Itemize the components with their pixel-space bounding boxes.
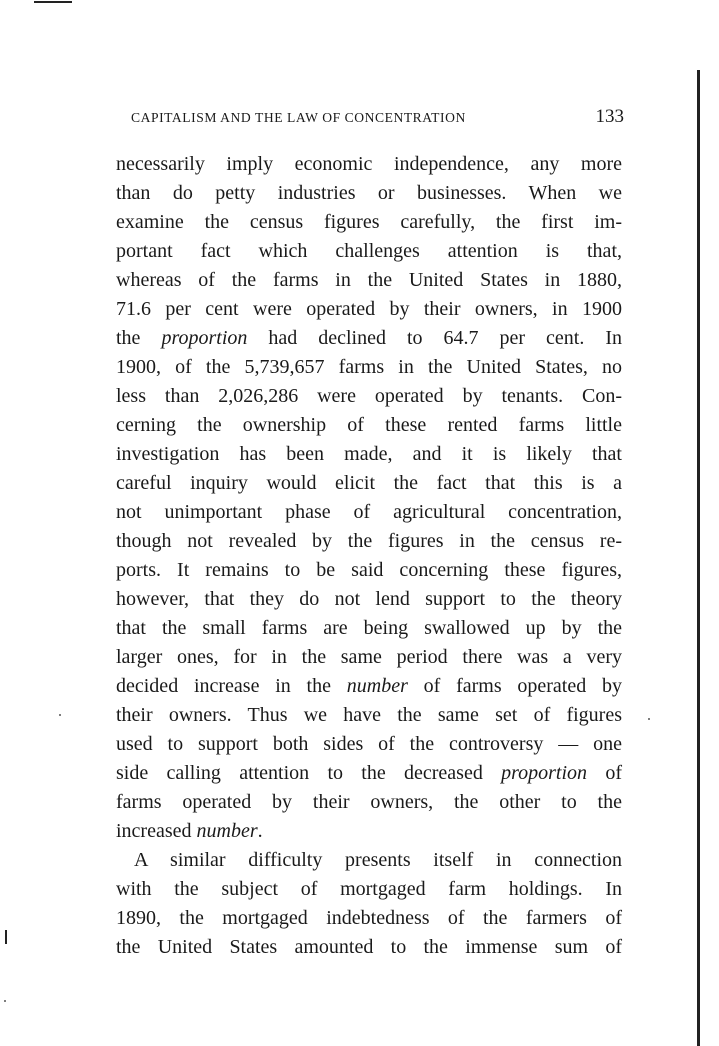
page-number: 133 xyxy=(595,106,624,127)
emphasis: proportion xyxy=(161,327,248,349)
text-line: investigation has been made, and it is likely that xyxy=(116,443,622,465)
emphasis: number xyxy=(196,820,258,842)
text-line: increased number. xyxy=(116,820,263,842)
text-line: the proportion had declined to 64.7 per cent. In xyxy=(116,327,623,349)
emphasis: proportion xyxy=(501,762,588,784)
text-line: not unimportant phase of agricultural concentration, xyxy=(116,501,622,523)
text-line: the United States amounted to the immense sum of xyxy=(116,936,622,958)
text-line: that the small farms are being swallowed up by the xyxy=(116,617,622,639)
text-line: cerning the ownership of these rented farms little xyxy=(116,414,622,436)
text-line: used to support both sides of the controversy — one xyxy=(116,733,622,755)
text-line: 1900, of the 5,739,657 farms in the United States, no xyxy=(116,356,622,378)
text-line: 71.6 per cent were operated by their owners, in 1900 xyxy=(116,298,622,320)
text-line: their owners. Thus we have the same set of figures xyxy=(116,704,622,726)
text-line: ports. It remains to be said concerning these figures, xyxy=(116,559,622,581)
scan-corner-mark xyxy=(34,1,72,3)
body-text xyxy=(116,150,622,962)
text-line: however, that they do not lend support to the theory xyxy=(116,588,622,610)
scan-margin-mark xyxy=(5,930,7,944)
text-line: 1890, the mortgaged indebtedness of the farmers of xyxy=(116,907,622,929)
text-line: examine the census figures carefully, the first im- xyxy=(116,211,622,233)
paragraph xyxy=(116,150,622,846)
scan-speck xyxy=(4,1000,6,1002)
text-line: farms operated by their owners, the other to the xyxy=(116,791,622,813)
text-line: necessarily imply economic independence, any more xyxy=(116,153,622,175)
text-line: careful inquiry would elicit the fact that this is a xyxy=(116,472,622,494)
text-line: whereas of the farms in the United States in 1880, xyxy=(116,269,622,291)
text-line: less than 2,026,286 were operated by tenants. Con- xyxy=(116,385,622,407)
paragraph xyxy=(116,846,622,962)
page-edge-line xyxy=(697,70,700,1046)
text-line: portant fact which challenges attention is that, xyxy=(116,240,622,262)
text-line: side calling attention to the decreased proportion of xyxy=(116,762,622,784)
running-head-title: CAPITALISM AND THE LAW OF CONCENTRATION xyxy=(131,110,466,125)
text-line: larger ones, for in the same period there was a very xyxy=(116,646,622,668)
text-line: though not revealed by the figures in the census re- xyxy=(116,530,622,552)
text-line: with the subject of mortgaged farm holdings. In xyxy=(116,878,622,900)
text-line: than do petty industries or businesses. When we xyxy=(116,182,622,204)
scan-speck xyxy=(59,714,61,716)
emphasis: number xyxy=(346,675,408,697)
scan-speck xyxy=(648,718,650,720)
text-line: A similar difficulty presents itself in connection xyxy=(134,849,622,871)
text-line: decided increase in the number of farms operated by xyxy=(116,675,622,697)
running-head xyxy=(131,106,624,134)
